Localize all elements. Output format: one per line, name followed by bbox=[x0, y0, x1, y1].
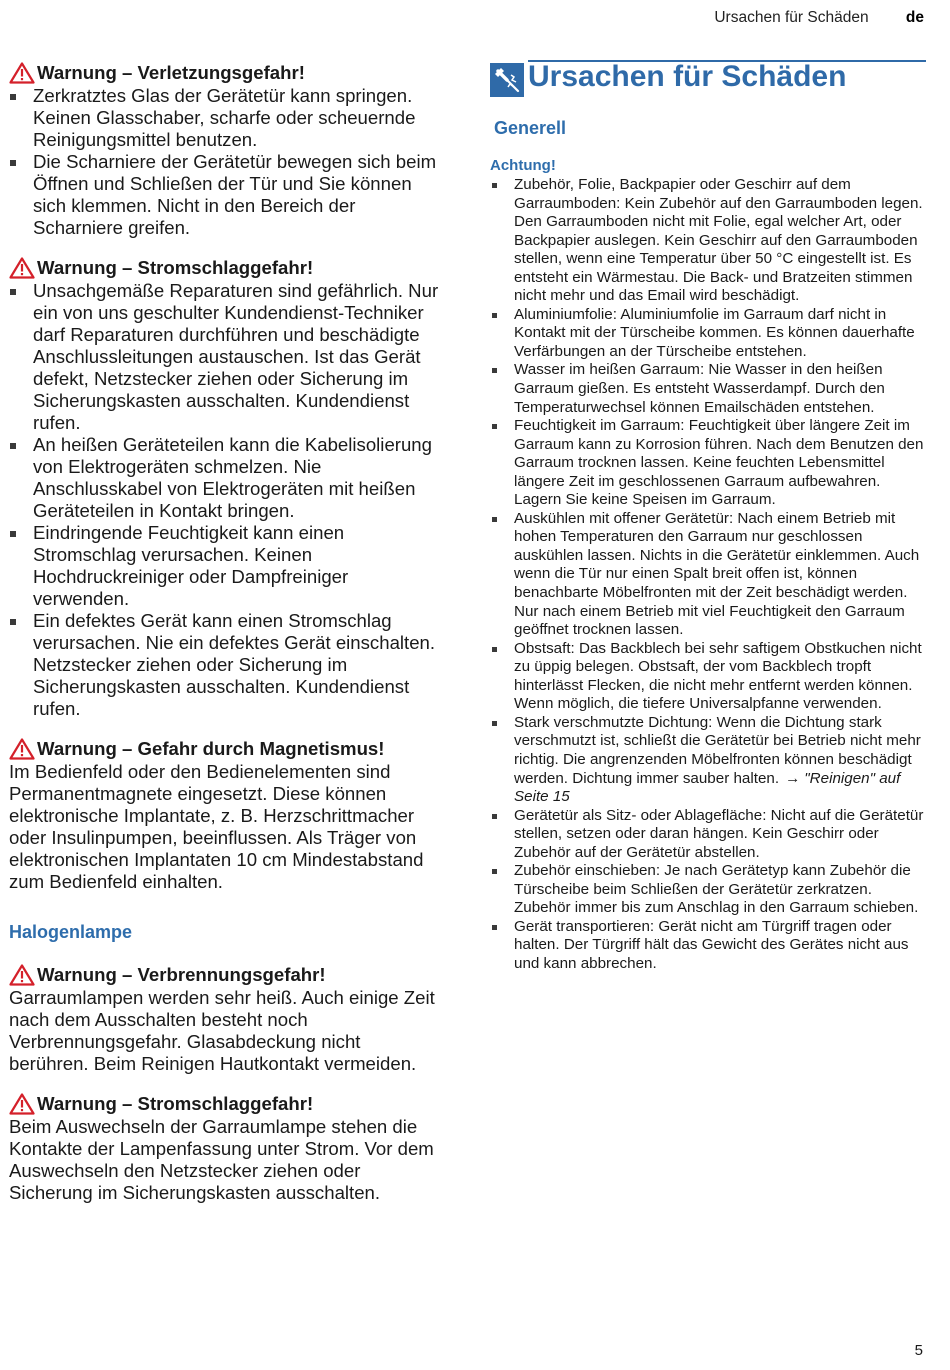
list-item: Unsachgemäße Reparaturen sind gefährlich. Nur ein von uns geschulter Kundendienst-Techniker darf Reparaturen durchführen und beschädigte Anschlussleitungen austauschen. Ist das Gerät defekt, Netzstecker ziehen oder Sicherung im Sicherungskasten ausschalten. Kundendienst rufen. bbox=[9, 280, 441, 434]
warning-title: Warnung – Gefahr durch Magnetismus! bbox=[37, 738, 385, 759]
warning-triangle-icon bbox=[9, 738, 35, 760]
warning-bullets bbox=[9, 280, 441, 720]
warning-text: Beim Auswechseln der Garraumlampe stehen die Kontakte der Lampenfassung unter Strom. Vor dem Auswechseln den Netzstecker ziehen oder Sicherung im Sicherungskasten ausschalten. bbox=[9, 1116, 434, 1203]
hammer-break-icon bbox=[490, 63, 524, 97]
warning-text: Garraumlampen werden sehr heiß. Auch einige Zeit nach dem Ausschalten besteht noch Verbrennungsgefahr. Glasabdeckung nicht berühren. Beim Reinigen Hautkontakt vermeiden. bbox=[9, 987, 435, 1074]
list-item: Zubehör einschieben: Je nach Gerätetyp kann Zubehör die Türscheibe beim Schließen der Gerätetür zerkratzen. Zubehör immer bis zum Anschlag in den Garraum schieben. bbox=[490, 862, 926, 918]
list-item: Obstsaft: Das Backblech bei sehr saftigem Obstkuchen nicht zu üppig belegen. Obstsaft, der vom Backblech tropft hinterlässt Flecken, die nicht mehr entfernt werden können. Wenn möglich, die tiefere Universalpfanne verwenden. bbox=[490, 640, 926, 714]
warning-title: Warnung – Stromschlaggefahr! bbox=[37, 1093, 314, 1114]
attention-label: Achtung! bbox=[490, 157, 556, 174]
warning-text: Im Bedienfeld oder den Bedienelementen sind Permanentmagnete eingesetzt. Diese können elektronische Implantate, z. B. Herzschrittmacher oder Insulinpumpen, beeinflussen. Als Träger von elektronischen Implantaten 10 cm Mindestabstand zum Bedienfeld einhalten. bbox=[9, 761, 424, 892]
page-header bbox=[714, 9, 924, 27]
warning-triangle-icon bbox=[9, 1093, 35, 1115]
chapter-title-row bbox=[490, 60, 926, 104]
warning-burn bbox=[9, 963, 441, 1075]
header-section-title: Ursachen für Schäden bbox=[714, 9, 869, 26]
list-item-text: Stark verschmutzte Dichtung: Wenn die Dichtung stark verschmutzt ist, schließt die Gerätetür bei Betrieb nicht mehr richtig. Die angrenzenden Möbelfronten können beschädigt werden. Dichtung immer sauber halten. bbox=[514, 713, 921, 787]
right-column bbox=[490, 60, 926, 974]
section-heading-halogen: Halogenlampe bbox=[9, 922, 133, 942]
warning-electric-shock-lamp bbox=[9, 1092, 441, 1204]
damage-causes-list bbox=[490, 176, 926, 974]
section-heading-general: Generell bbox=[494, 118, 567, 138]
chapter-title: Ursachen für Schäden bbox=[528, 60, 847, 93]
warning-title: Warnung – Stromschlaggefahr! bbox=[37, 257, 314, 278]
list-item bbox=[490, 714, 926, 807]
warning-triangle-icon bbox=[9, 257, 35, 279]
list-item: Gerätetür als Sitz- oder Ablagefläche: Nicht auf die Gerätetür stellen, setzen oder daran hängen. Kein Geschirr oder Zubehör auf der Gerätetür abstellen. bbox=[490, 807, 926, 863]
warning-triangle-icon bbox=[9, 62, 35, 84]
warning-bullets bbox=[9, 85, 441, 239]
list-item: Eindringende Feuchtigkeit kann einen Stromschlag verursachen. Keinen Hochdruckreiniger oder Dampfreiniger verwenden. bbox=[9, 522, 441, 610]
list-item: Aluminiumfolie: Aluminiumfolie im Garraum darf nicht in Kontakt mit der Türscheibe kommen. Es können dauerhafte Verfärbungen an der Türscheibe entstehen. bbox=[490, 306, 926, 362]
page-number: 5 bbox=[914, 1342, 923, 1359]
list-item: Wasser im heißen Garraum: Nie Wasser in den heißen Garraum gießen. Es entsteht Wasserdampf. Durch den Temperaturwechsel können Emailschäden entstehen. bbox=[490, 361, 926, 417]
reference-arrow-icon: → bbox=[785, 769, 801, 787]
list-item: Die Scharniere der Gerätetür bewegen sich beim Öffnen und Schließen der Tür und Sie können sich klemmen. Nicht in den Bereich der Scharniere greifen. bbox=[9, 151, 441, 239]
warning-title: Warnung – Verbrennungsgefahr! bbox=[37, 964, 326, 985]
list-item: An heißen Geräteteilen kann die Kabelisolierung von Elektrogeräten schmelzen. Nie Anschlusskabel von Elektrogeräten mit heißen Geräteteilen in Kontakt bringen. bbox=[9, 434, 441, 522]
list-item: Ein defektes Gerät kann einen Stromschlag verursachen. Nie ein defektes Gerät einschalten. Netzstecker ziehen oder Sicherung im Sicherungskasten ausschalten. Kundendienst rufen. bbox=[9, 610, 441, 720]
warning-injury bbox=[9, 61, 441, 239]
warning-electric-shock bbox=[9, 256, 441, 720]
list-item: Gerät transportieren: Gerät nicht am Türgriff tragen oder halten. Der Türgriff hält das Gewicht des Gerätes nicht aus und kann abbrechen. bbox=[490, 918, 926, 974]
list-item: Feuchtigkeit im Garraum: Feuchtigkeit über längere Zeit im Garraum kann zu Korrosion führen. Nach dem Benutzen den Garraum trocknen lassen. Keine feuchten Lebensmittel längere Zeit im geschlossenen Garraum aufbewahren. Lagern Sie keine Speisen im Garraum. bbox=[490, 417, 926, 510]
page-reference-link[interactable]: "Reinigen" auf Seite 15 bbox=[514, 769, 901, 806]
left-column bbox=[9, 61, 441, 1221]
list-item: Auskühlen mit offener Gerätetür: Nach einem Betrieb mit hohen Temperaturen den Garraum nur geschlossen auskühlen lassen. Nichts in die Gerätetür einklemmen. Auch wenn die Tür nur einen Spalt breit offen ist, können benachbarte Möbelfronten mit der Zeit beschädigt werden. Nur nach einem Betrieb mit viel Feuchtigkeit den Garraum geöffnet trocknen lassen. bbox=[490, 510, 926, 640]
warning-title: Warnung – Verletzungsgefahr! bbox=[37, 62, 305, 83]
list-item: Zerkratztes Glas der Gerätetür kann springen. Keinen Glasschaber, scharfe oder scheuernde Reinigungsmittel benutzen. bbox=[9, 85, 441, 151]
warning-triangle-icon bbox=[9, 964, 35, 986]
warning-magnetism bbox=[9, 737, 441, 893]
list-item: Zubehör, Folie, Backpapier oder Geschirr auf dem Garraumboden: Kein Zubehör auf den Garraumboden legen. Den Garraumboden nicht mit Folie, egal welcher Art, oder Backpapier auslegen. Kein Geschirr auf den Garraumboden stellen, wenn eine Temperatur über 50 °C eingestellt ist. Es entsteht ein Wärmestau. Die Back- und Bratzeiten stimmen nicht mehr und das Email wird beschädigt. bbox=[490, 176, 926, 306]
header-language: de bbox=[905, 9, 924, 26]
